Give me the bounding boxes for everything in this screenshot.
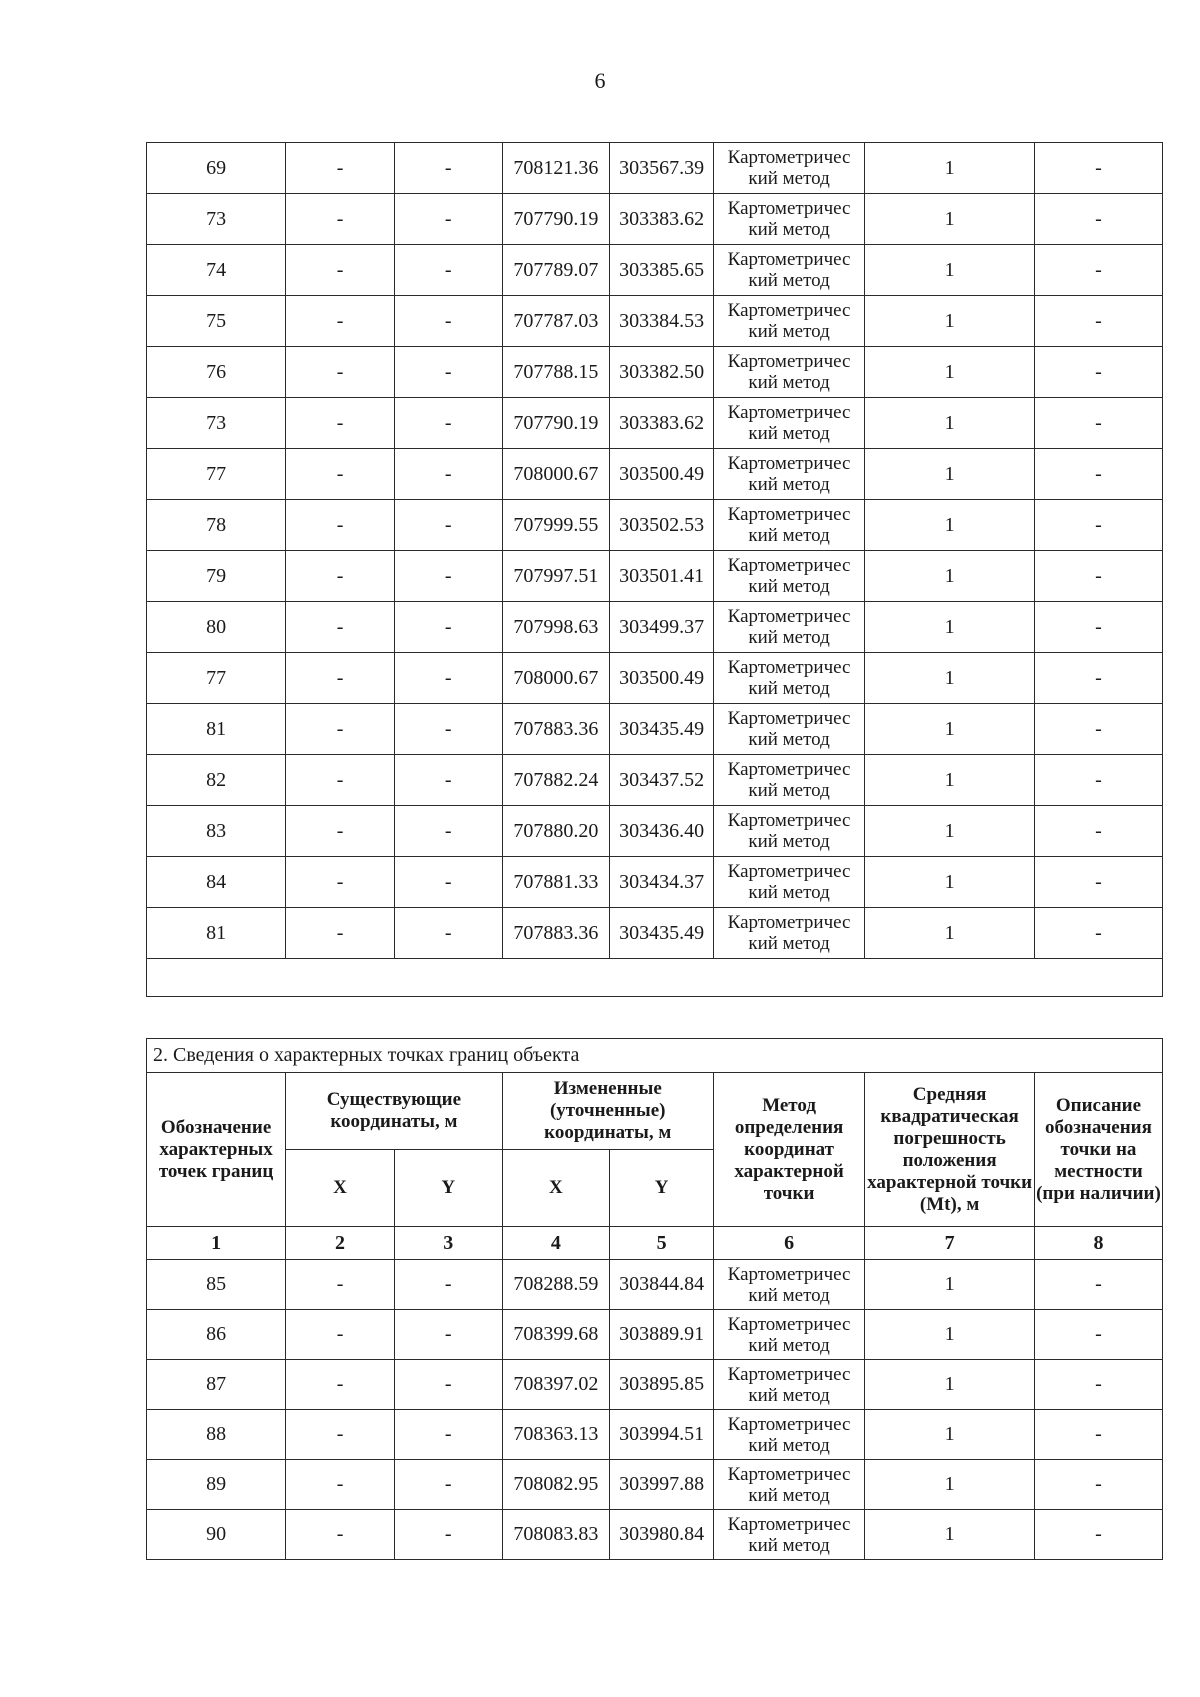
- existing-y-cell: -: [394, 296, 502, 347]
- method-cell: Картометричес кий метод: [713, 500, 864, 551]
- changed-y-cell: 303889.91: [610, 1310, 714, 1360]
- column-number: 5: [610, 1227, 714, 1260]
- table-row: [147, 806, 1163, 857]
- method-cell: Картометричес кий метод: [713, 1260, 864, 1310]
- existing-x-cell: -: [286, 704, 395, 755]
- header-changed-coordinates: Измененные (уточненные) координаты, м: [502, 1073, 713, 1150]
- changed-y-cell: 303385.65: [610, 245, 714, 296]
- changed-y-cell: 303437.52: [610, 755, 714, 806]
- column-number: 3: [394, 1227, 502, 1260]
- header-point-designation: Обозначение характерных точек границ: [147, 1073, 286, 1227]
- point-cell: 73: [147, 398, 286, 449]
- error-cell: 1: [865, 755, 1035, 806]
- column-number: 4: [502, 1227, 610, 1260]
- point-cell: 89: [147, 1460, 286, 1510]
- error-cell: 1: [865, 1510, 1035, 1560]
- method-cell: Картометричес кий метод: [713, 449, 864, 500]
- header-existing-y: Y: [394, 1150, 502, 1227]
- table-row: [147, 1460, 1163, 1510]
- method-cell: Картометричес кий метод: [713, 143, 864, 194]
- description-cell: -: [1034, 551, 1162, 602]
- method-cell: Картометричес кий метод: [713, 704, 864, 755]
- point-cell: 83: [147, 806, 286, 857]
- header-existing-coordinates: Существующие координаты, м: [286, 1073, 502, 1150]
- table-row: [147, 1260, 1163, 1310]
- column-number: 6: [713, 1227, 864, 1260]
- method-cell: Картометричес кий метод: [713, 1310, 864, 1360]
- changed-y-cell: 303435.49: [610, 908, 714, 959]
- existing-y-cell: -: [394, 857, 502, 908]
- changed-y-cell: 303997.88: [610, 1460, 714, 1510]
- header-error: Средняя квадратическая погрешность положения характерной точки (Mt), м: [865, 1073, 1035, 1227]
- existing-x-cell: -: [286, 1310, 395, 1360]
- existing-x-cell: -: [286, 398, 395, 449]
- changed-x-cell: 708000.67: [502, 449, 610, 500]
- existing-y-cell: -: [394, 908, 502, 959]
- changed-y-cell: 303499.37: [610, 602, 714, 653]
- page-number: 6: [594, 68, 606, 93]
- header-method: Метод определения координат характерной точки: [713, 1073, 864, 1227]
- existing-y-cell: -: [394, 194, 502, 245]
- changed-y-cell: 303502.53: [610, 500, 714, 551]
- method-cell: Картометричес кий метод: [713, 1410, 864, 1460]
- changed-x-cell: 708083.83: [502, 1510, 610, 1560]
- method-cell: Картометричес кий метод: [713, 296, 864, 347]
- changed-y-cell: 303383.62: [610, 398, 714, 449]
- header-changed-y: Y: [610, 1150, 714, 1227]
- table-row: [147, 398, 1163, 449]
- changed-x-cell: 708288.59: [502, 1260, 610, 1310]
- changed-y-cell: 303382.50: [610, 347, 714, 398]
- method-cell: Картометричес кий метод: [713, 245, 864, 296]
- existing-y-cell: -: [394, 653, 502, 704]
- table-row: [147, 194, 1163, 245]
- error-cell: 1: [865, 398, 1035, 449]
- existing-y-cell: -: [394, 551, 502, 602]
- existing-y-cell: -: [394, 755, 502, 806]
- point-cell: 77: [147, 653, 286, 704]
- table-row: [147, 857, 1163, 908]
- changed-x-cell: 708121.36: [502, 143, 610, 194]
- method-cell: Картометричес кий метод: [713, 1510, 864, 1560]
- changed-y-cell: 303500.49: [610, 449, 714, 500]
- point-cell: 88: [147, 1410, 286, 1460]
- method-cell: Картометричес кий метод: [713, 1360, 864, 1410]
- existing-y-cell: -: [394, 1360, 502, 1410]
- table-row: [147, 602, 1163, 653]
- existing-x-cell: -: [286, 602, 395, 653]
- method-cell: Картометричес кий метод: [713, 1460, 864, 1510]
- existing-x-cell: -: [286, 1260, 395, 1310]
- changed-x-cell: 707787.03: [502, 296, 610, 347]
- description-cell: -: [1034, 602, 1162, 653]
- description-cell: -: [1034, 1360, 1162, 1410]
- changed-x-cell: 708397.02: [502, 1360, 610, 1410]
- existing-x-cell: -: [286, 1460, 395, 1510]
- changed-y-cell: 303980.84: [610, 1510, 714, 1560]
- error-cell: 1: [865, 1460, 1035, 1510]
- description-cell: -: [1034, 1310, 1162, 1360]
- changed-x-cell: 707789.07: [502, 245, 610, 296]
- point-cell: 90: [147, 1510, 286, 1560]
- column-number: 8: [1034, 1227, 1162, 1260]
- method-cell: Картометричес кий метод: [713, 551, 864, 602]
- point-cell: 81: [147, 704, 286, 755]
- changed-x-cell: 707790.19: [502, 194, 610, 245]
- error-cell: 1: [865, 1260, 1035, 1310]
- point-cell: 69: [147, 143, 286, 194]
- existing-x-cell: -: [286, 755, 395, 806]
- existing-x-cell: -: [286, 1410, 395, 1460]
- description-cell: -: [1034, 653, 1162, 704]
- error-cell: 1: [865, 347, 1035, 398]
- point-cell: 87: [147, 1360, 286, 1410]
- existing-y-cell: -: [394, 245, 502, 296]
- point-cell: 81: [147, 908, 286, 959]
- existing-y-cell: -: [394, 449, 502, 500]
- point-cell: 78: [147, 500, 286, 551]
- method-cell: Картометричес кий метод: [713, 755, 864, 806]
- error-cell: 1: [865, 908, 1035, 959]
- description-cell: -: [1034, 1510, 1162, 1560]
- section-caption: 2. Сведения о характерных точках границ объекта: [147, 1039, 1163, 1073]
- error-cell: 1: [865, 1410, 1035, 1460]
- changed-x-cell: 707881.33: [502, 857, 610, 908]
- column-number: 1: [147, 1227, 286, 1260]
- column-number: 7: [865, 1227, 1035, 1260]
- error-cell: 1: [865, 1360, 1035, 1410]
- table-row: [147, 1410, 1163, 1460]
- changed-y-cell: 303434.37: [610, 857, 714, 908]
- existing-x-cell: -: [286, 1510, 395, 1560]
- point-cell: 77: [147, 449, 286, 500]
- description-cell: -: [1034, 194, 1162, 245]
- header-changed-x: X: [502, 1150, 610, 1227]
- existing-x-cell: -: [286, 908, 395, 959]
- existing-x-cell: -: [286, 806, 395, 857]
- existing-x-cell: -: [286, 653, 395, 704]
- existing-x-cell: -: [286, 143, 395, 194]
- point-cell: 80: [147, 602, 286, 653]
- point-cell: 79: [147, 551, 286, 602]
- existing-x-cell: -: [286, 194, 395, 245]
- changed-x-cell: 708399.68: [502, 1310, 610, 1360]
- table-row: [147, 551, 1163, 602]
- error-cell: 1: [865, 245, 1035, 296]
- existing-x-cell: -: [286, 347, 395, 398]
- description-cell: -: [1034, 1260, 1162, 1310]
- method-cell: Картометричес кий метод: [713, 806, 864, 857]
- existing-y-cell: -: [394, 602, 502, 653]
- description-cell: -: [1034, 449, 1162, 500]
- table-row: [147, 704, 1163, 755]
- changed-x-cell: 707883.36: [502, 908, 610, 959]
- changed-y-cell: 303567.39: [610, 143, 714, 194]
- error-cell: 1: [865, 806, 1035, 857]
- description-cell: -: [1034, 857, 1162, 908]
- point-cell: 86: [147, 1310, 286, 1360]
- changed-x-cell: 708082.95: [502, 1460, 610, 1510]
- error-cell: 1: [865, 704, 1035, 755]
- header-existing-x: X: [286, 1150, 395, 1227]
- characteristic-points-table: [146, 1038, 1163, 1560]
- existing-y-cell: -: [394, 500, 502, 551]
- existing-y-cell: -: [394, 1310, 502, 1360]
- table-row: [147, 755, 1163, 806]
- changed-x-cell: 707882.24: [502, 755, 610, 806]
- method-cell: Картометричес кий метод: [713, 194, 864, 245]
- description-cell: -: [1034, 500, 1162, 551]
- error-cell: 1: [865, 1310, 1035, 1360]
- changed-x-cell: 707790.19: [502, 398, 610, 449]
- table-row: [147, 908, 1163, 959]
- description-cell: -: [1034, 704, 1162, 755]
- table-row: [147, 653, 1163, 704]
- point-cell: 76: [147, 347, 286, 398]
- table-row: [147, 1360, 1163, 1410]
- existing-y-cell: -: [394, 347, 502, 398]
- existing-y-cell: -: [394, 143, 502, 194]
- method-cell: Картометричес кий метод: [713, 653, 864, 704]
- method-cell: Картометричес кий метод: [713, 398, 864, 449]
- changed-y-cell: 303435.49: [610, 704, 714, 755]
- method-cell: Картометричес кий метод: [713, 857, 864, 908]
- existing-y-cell: -: [394, 1410, 502, 1460]
- changed-y-cell: 303500.49: [610, 653, 714, 704]
- error-cell: 1: [865, 857, 1035, 908]
- description-cell: -: [1034, 908, 1162, 959]
- error-cell: 1: [865, 602, 1035, 653]
- description-cell: -: [1034, 296, 1162, 347]
- method-cell: Картометричес кий метод: [713, 347, 864, 398]
- existing-y-cell: -: [394, 704, 502, 755]
- changed-x-cell: 708000.67: [502, 653, 610, 704]
- error-cell: 1: [865, 653, 1035, 704]
- method-cell: Картометричес кий метод: [713, 908, 864, 959]
- error-cell: 1: [865, 500, 1035, 551]
- table-row: [147, 143, 1163, 194]
- changed-y-cell: 303384.53: [610, 296, 714, 347]
- table-row: [147, 449, 1163, 500]
- changed-x-cell: 707998.63: [502, 602, 610, 653]
- point-cell: 73: [147, 194, 286, 245]
- changed-x-cell: 707999.55: [502, 500, 610, 551]
- existing-y-cell: -: [394, 1460, 502, 1510]
- method-cell: Картометричес кий метод: [713, 602, 864, 653]
- existing-y-cell: -: [394, 398, 502, 449]
- point-cell: 84: [147, 857, 286, 908]
- error-cell: 1: [865, 143, 1035, 194]
- changed-y-cell: 303383.62: [610, 194, 714, 245]
- existing-x-cell: -: [286, 296, 395, 347]
- changed-y-cell: 303895.85: [610, 1360, 714, 1410]
- changed-x-cell: 707788.15: [502, 347, 610, 398]
- existing-x-cell: -: [286, 857, 395, 908]
- existing-x-cell: -: [286, 551, 395, 602]
- changed-x-cell: 707880.20: [502, 806, 610, 857]
- existing-y-cell: -: [394, 1260, 502, 1310]
- error-cell: 1: [865, 551, 1035, 602]
- point-cell: 82: [147, 755, 286, 806]
- column-numbers-row: [147, 1227, 1163, 1260]
- changed-y-cell: 303844.84: [610, 1260, 714, 1310]
- table-row: [147, 245, 1163, 296]
- header-description: Описание обозначения точки на местности (при наличии): [1034, 1073, 1162, 1227]
- description-cell: -: [1034, 398, 1162, 449]
- existing-x-cell: -: [286, 500, 395, 551]
- changed-x-cell: 707997.51: [502, 551, 610, 602]
- changed-x-cell: 707883.36: [502, 704, 610, 755]
- description-cell: -: [1034, 143, 1162, 194]
- existing-y-cell: -: [394, 1510, 502, 1560]
- coordinates-table-continuation: [146, 142, 1163, 997]
- description-cell: -: [1034, 806, 1162, 857]
- error-cell: 1: [865, 296, 1035, 347]
- existing-x-cell: -: [286, 1360, 395, 1410]
- description-cell: -: [1034, 245, 1162, 296]
- table-row: [147, 1510, 1163, 1560]
- table-row: [147, 500, 1163, 551]
- table-row: [147, 296, 1163, 347]
- description-cell: -: [1034, 755, 1162, 806]
- error-cell: 1: [865, 194, 1035, 245]
- point-cell: 75: [147, 296, 286, 347]
- table-row: [147, 1310, 1163, 1360]
- changed-y-cell: 303501.41: [610, 551, 714, 602]
- changed-y-cell: 303436.40: [610, 806, 714, 857]
- error-cell: 1: [865, 449, 1035, 500]
- blank-row: [147, 959, 1163, 997]
- point-cell: 74: [147, 245, 286, 296]
- existing-x-cell: -: [286, 449, 395, 500]
- description-cell: -: [1034, 1410, 1162, 1460]
- description-cell: -: [1034, 347, 1162, 398]
- column-number: 2: [286, 1227, 395, 1260]
- point-cell: 85: [147, 1260, 286, 1310]
- table-row: [147, 347, 1163, 398]
- existing-y-cell: -: [394, 806, 502, 857]
- changed-y-cell: 303994.51: [610, 1410, 714, 1460]
- changed-x-cell: 708363.13: [502, 1410, 610, 1460]
- description-cell: -: [1034, 1460, 1162, 1510]
- existing-x-cell: -: [286, 245, 395, 296]
